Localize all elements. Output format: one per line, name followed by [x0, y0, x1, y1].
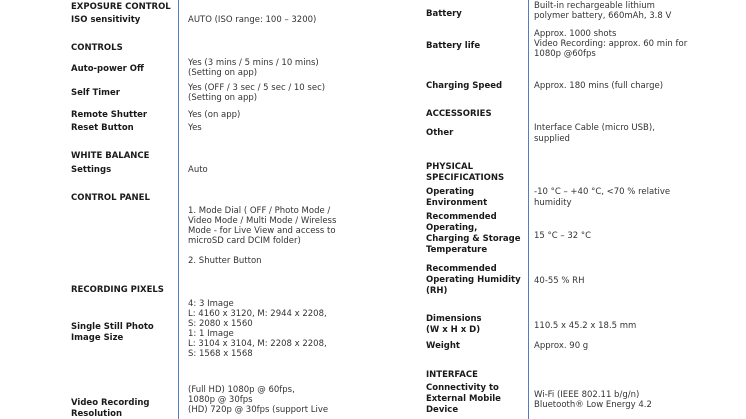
battery-life-value-line: Approx. 1000 shots [534, 29, 617, 39]
physical-heading-line: PHYSICAL [426, 162, 474, 172]
rec-temp-label-line: Operating, [426, 223, 478, 233]
battery-value-line: Built-in rechargeable lithium [534, 1, 655, 11]
video-res-label-line: Resolution [71, 409, 123, 419]
still-photo-value-line: L: 4160 x 3120, M: 2944 x 2208, [188, 309, 327, 319]
still-photo-value-line: S: 2080 x 1560 [188, 319, 253, 329]
rec-temp-label-line: Temperature [426, 245, 488, 255]
connectivity-value-line: Wi-Fi (IEEE 802.11 b/g/n) [534, 390, 640, 400]
connectivity-label-line: Device [426, 405, 459, 415]
battery-label: Battery [426, 9, 462, 19]
control-panel-value-line: Video Mode / Multi Mode / Wireless [188, 216, 337, 226]
weight-value: Approx. 90 g [534, 341, 589, 351]
still-photo-label-line: Image Size [71, 333, 124, 343]
video-res-value-line: (Full HD) 1080p @ 60fps, [188, 385, 295, 395]
rec-humidity-label-line: Operating Humidity [426, 275, 521, 285]
battery-life-label: Battery life [426, 41, 481, 51]
dimensions-label-line: (W x H x D) [426, 325, 481, 335]
exposure-control-heading: EXPOSURE CONTROL [71, 2, 171, 12]
left-column-divider [178, 0, 179, 419]
dimensions-label-line: Dimensions [426, 314, 482, 324]
connectivity-label-line: External Mobile [426, 394, 501, 404]
white-balance-heading: WHITE BALANCE [71, 151, 150, 161]
other-label: Other [426, 128, 454, 138]
weight-label: Weight [426, 341, 460, 351]
self-timer-label: Self Timer [71, 88, 120, 98]
charging-speed-label: Charging Speed [426, 81, 503, 91]
battery-value-line: polymer battery, 660mAh, 3.8 V [534, 11, 672, 21]
connectivity-value-line: Bluetooth® Low Energy 4.2 [534, 400, 652, 410]
remote-shutter-label: Remote Shutter [71, 110, 148, 120]
iso-sensitivity-value: AUTO (ISO range: 100 – 3200) [188, 15, 317, 25]
operating-env-label-line: Operating [426, 187, 475, 197]
rec-humidity-value: 40-55 % RH [534, 276, 585, 286]
settings-value: Auto [188, 165, 208, 175]
battery-life-value-line: 1080p @60fps [534, 49, 596, 59]
reset-button-value: Yes [188, 123, 202, 133]
control-panel-value-line: 1. Mode Dial ( OFF / Photo Mode / [188, 206, 331, 216]
interface-heading: INTERFACE [426, 370, 478, 380]
iso-sensitivity-label: ISO sensitivity [71, 15, 141, 25]
self-timer-value-line: (Setting on app) [188, 93, 258, 103]
control-panel-value-line: microSD card DCIM folder) [188, 236, 301, 246]
still-photo-label-line: Single Still Photo [71, 322, 154, 332]
rec-humidity-label-line: (RH) [426, 286, 448, 296]
control-panel-heading: CONTROL PANEL [71, 193, 150, 203]
operating-env-value-line: humidity [534, 198, 572, 208]
auto-power-off-label: Auto-power Off [71, 64, 144, 74]
physical-heading-line: SPECIFICATIONS [426, 173, 505, 183]
video-res-label-line: Video Recording [71, 398, 150, 408]
controls-heading: CONTROLS [71, 43, 123, 53]
control-panel-value-line: Mode - for Live View and access to [188, 226, 336, 236]
video-res-value-line: (HD) 720p @ 30fps (support Live [188, 405, 329, 415]
video-res-value-line: 1080p @ 30fps [188, 395, 253, 405]
reset-button-label: Reset Button [71, 123, 134, 133]
other-value-line: supplied [534, 134, 570, 144]
still-photo-value-line: 4: 3 Image [188, 299, 234, 309]
control-panel-value-line: 2. Shutter Button [188, 256, 262, 266]
connectivity-label-line: Connectivity to [426, 383, 499, 393]
other-value-line: Interface Cable (micro USB), [534, 123, 655, 133]
self-timer-value-line: Yes (OFF / 3 sec / 5 sec / 10 sec) [188, 83, 326, 93]
remote-shutter-value: Yes (on app) [188, 110, 241, 120]
rec-temp-label-line: Recommended [426, 212, 497, 222]
rec-temp-label-line: Charging & Storage [426, 234, 521, 244]
operating-env-label-line: Environment [426, 198, 488, 208]
battery-life-value-line: Video Recording: approx. 60 min for [534, 39, 688, 49]
auto-power-off-value-line: Yes (3 mins / 5 mins / 10 mins) [188, 58, 319, 68]
charging-speed-value: Approx. 180 mins (full charge) [534, 81, 664, 91]
still-photo-value-line: 1: 1 Image [188, 329, 234, 339]
auto-power-off-value-line: (Setting on app) [188, 68, 258, 78]
right-column-divider [528, 0, 529, 419]
accessories-heading: ACCESSORIES [426, 109, 492, 119]
operating-env-value-line: -10 °C – +40 °C, <70 % relative [534, 187, 671, 197]
settings-label: Settings [71, 165, 112, 175]
rec-humidity-label-line: Recommended [426, 264, 497, 274]
rec-temp-value: 15 °C – 32 °C [534, 231, 592, 241]
still-photo-value-line: L: 3104 x 3104, M: 2208 x 2208, [188, 339, 327, 349]
dimensions-value: 110.5 x 45.2 x 18.5 mm [534, 321, 637, 331]
recording-pixels-heading: RECORDING PIXELS [71, 285, 164, 295]
still-photo-value-line: S: 1568 x 1568 [188, 349, 253, 359]
